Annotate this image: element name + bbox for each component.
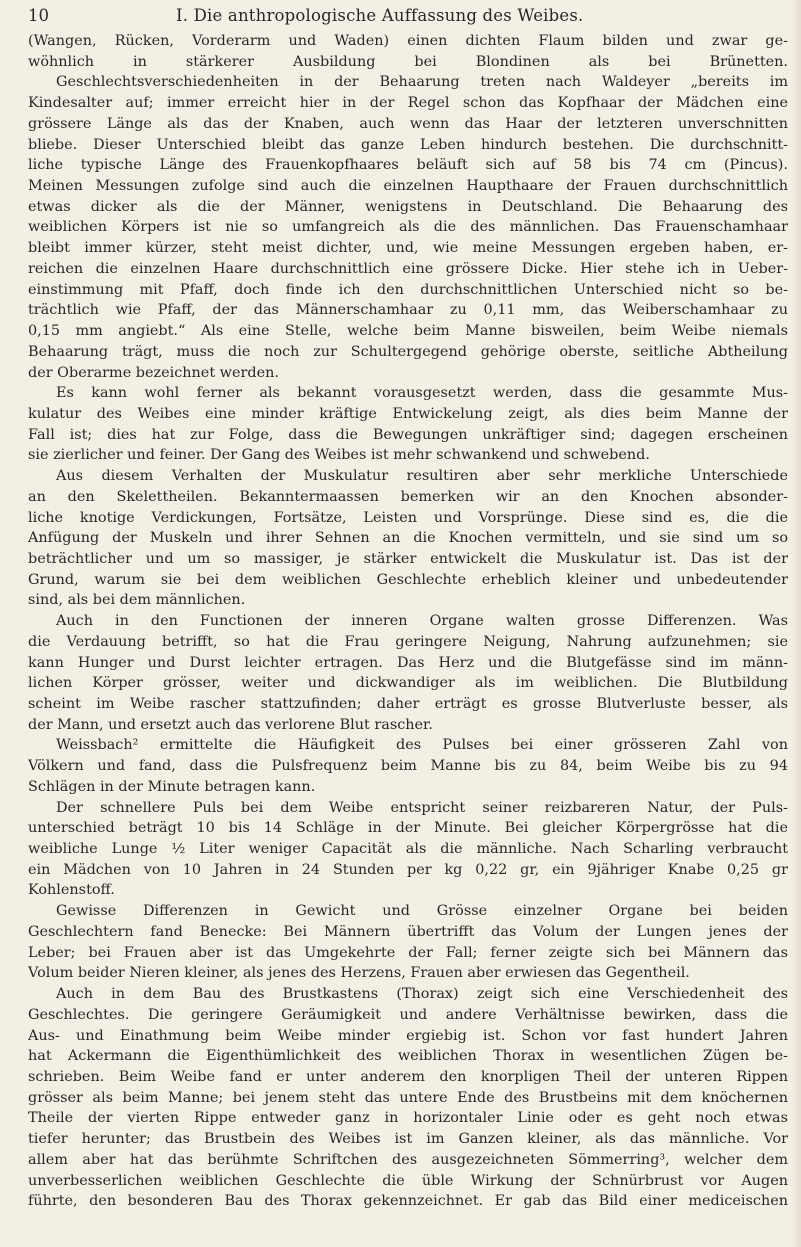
page-header: [28, 2, 788, 30]
text-line: Kohlenstoff.: [28, 882, 115, 899]
text-line: ein Mädchen von 10 Jahren in 24 Stunden per kg 0,22 gr, ein 9jähriger Knabe 0,25 gr: [28, 861, 788, 878]
text-line: beträchtlicher und um so massiger, je stärker entwickelt die Muskulatur ist. Das ist der: [28, 550, 788, 567]
running-title: I. Die anthropologische Auffassung des Weibes.: [176, 6, 584, 25]
body-text: [28, 31, 788, 1212]
text-line: bleibt immer kürzer, steht meist dichter, und, wie meine Messungen ergeben haben, er-: [28, 240, 788, 257]
text-line: Kindesalter auf; immer erreicht hier in der Regel schon das Kopfhaar der Mädchen eine: [28, 95, 788, 112]
text-line: allem aber hat das berühmte Schriftchen des ausgezeichneten Sömmerring³, welcher dem: [28, 1151, 788, 1168]
text-line: unverbesserlichen weiblichen Geschlechte die üble Wirkung der Schnürbrust vor Augen: [28, 1172, 788, 1189]
text-line: der Oberarme bezeichnet werden.: [28, 364, 279, 381]
text-line: tiefer herunter; das Brustbein des Weibes ist im Ganzen kleiner, als das männliche. Vor: [28, 1131, 788, 1148]
text-line: Gewisse Differenzen in Gewicht und Grösse einzelner Organe bei beiden: [56, 903, 788, 920]
page-number: 10: [28, 6, 49, 25]
text-line: scheint im Weibe rascher stattzufinden; daher erträgt es grosse Blutverluste besser, als: [28, 696, 788, 712]
page-edge-shadow: [791, 0, 801, 1247]
text-line: sind, als bei dem männlichen.: [28, 592, 246, 609]
text-line: kulatur des Weibes eine minder kräftige Entwickelung zeigt, als dies beim Manne der: [28, 405, 788, 422]
text-line: Grund, warum sie bei dem weiblichen Geschlechte erheblich kleiner und unbedeutender: [28, 571, 788, 588]
text-line: kann Hunger und Durst leichter ertragen. Das Herz und die Blutgefässe sind im männ-: [28, 654, 788, 671]
text-line: Aus diesem Verhalten der Muskulatur resultiren aber sehr merkliche Unterschiede: [56, 468, 788, 485]
text-line: trächtlich wie Pfaff, der das Männerschamhaar zu 0,11 mm, das Weiberschamhaar zu: [28, 302, 788, 319]
text-line: Anfügung der Muskeln und ihrer Sehnen an die Knochen vermitteln, und sie sind um so: [28, 530, 788, 547]
text-line: etwas dicker als die der Männer, wenigstens in Deutschland. Die Behaarung des: [28, 198, 788, 215]
text-line: (Wangen, Rücken, Vorderarm und Waden) einen dichten Flaum bilden und zwar ge-: [28, 33, 788, 49]
text-line: der Mann, und ersetzt auch das verlorene Blut rascher.: [28, 716, 433, 733]
text-line: Schlägen in der Minute betragen kann.: [28, 778, 316, 795]
text-line: Aus- und Einathmung beim Weibe minder ergiebig ist. Schon vor fast hundert Jahren: [28, 1027, 788, 1044]
text-line: wöhnlich in stärkerer Ausbildung bei Blondinen als bei Brünetten.: [28, 53, 788, 70]
text-line: Der schnellere Puls bei dem Weibe entspricht seiner reizbareren Natur, der Puls-: [56, 799, 788, 816]
text-line: hat Ackermann die Eigenthümlichkeit des weiblichen Thorax in wesentlichen Zügen be-: [28, 1048, 788, 1065]
text-line: Weissbach² ermittelte die Häufigkeit des Pulses bei einer grösseren Zahl von: [56, 737, 788, 754]
text-line: 0,15 mm angiebt.“ Als eine Stelle, welche beim Manne bisweilen, beim Weibe niemals: [28, 323, 788, 340]
text-line: an den Skelettheilen. Bekanntermaassen bemerken wir an den Knochen absonder-: [28, 488, 788, 505]
text-line: Leber; bei Frauen aber ist das Umgekehrte der Fall; ferner zeigte sich bei Männern das: [28, 944, 788, 961]
text-line: einstimmung mit Pfaff, doch finde ich den durchschnittlichen Unterschied nicht so be-: [28, 281, 788, 298]
text-line: Volum beider Nieren kleiner, als jenes des Herzens, Frauen aber erwiesen das Gegentheil.: [28, 965, 690, 982]
text-line: Auch in den Functionen der inneren Organe walten grosse Differenzen. Was: [56, 613, 788, 630]
text-line: die Verdauung betrifft, so hat die Frau geringere Neigung, Nahrung aufzunehmen; sie: [28, 633, 788, 650]
text-line: Theile der vierten Rippe entweder ganz in horizontaler Linie oder es geht noch etwas: [28, 1110, 788, 1127]
text-line: Fall ist; dies hat zur Folge, dass die Bewegungen unkräftiger sind; dagegen erscheinen: [28, 426, 788, 443]
text-line: sie zierlicher und feiner. Der Gang des Weibes ist mehr schwankend und schwebend.: [28, 447, 650, 464]
text-line: weibliche Lunge ½ Liter weniger Capacität als die männliche. Nach Scharling verbraucht: [28, 841, 788, 858]
text-line: reichen die einzelnen Haare durchschnittlich eine grössere Dicke. Hier stehe ich in Ueber-: [28, 260, 788, 277]
text-line: liche typische Länge des Frauenkopfhaares beläuft sich auf 58 bis 74 cm (Pincus).: [28, 157, 788, 174]
text-line: bliebe. Dieser Unterschied bleibt das ganze Leben hindurch bestehen. Die durchschnitt-: [28, 136, 788, 153]
text-line: Behaarung trägt, muss die noch zur Schultergegend gehörige oberste, seitliche Abtheilung: [28, 343, 788, 360]
text-line: unterschied beträgt 10 bis 14 Schläge in der Minute. Bei gleicher Körpergrösse hat die: [28, 820, 788, 837]
text-line: Geschlechtes. Die geringere Geräumigkeit und andere Verhältnisse bewirken, dass die: [28, 1006, 788, 1023]
text-line: Geschlechtern fand Benecke: Bei Männern übertrifft das Volum der Lungen jenes der: [28, 923, 788, 940]
text-line: Meinen Messungen zufolge sind auch die einzelnen Haupthaare der Frauen durchschnittlich: [28, 178, 788, 195]
text-line: lichen Körper grösser, weiter und dickwandiger als im weiblichen. Die Blutbildung: [28, 675, 788, 692]
text-line: Völkern und fand, dass die Pulsfrequenz beim Manne bis zu 84, beim Weibe bis zu 94: [28, 758, 788, 775]
text-line: schrieben. Beim Weibe fand er unter anderem den knorpligen Theil der unteren Rippen: [28, 1068, 788, 1085]
text-line: weiblichen Körpers ist nie so umfangreich als die des männlichen. Das Frauenschamhaar: [28, 219, 788, 236]
text-line: Geschlechtsverschiedenheiten in der Behaarung treten nach Waldeyer „bereits im: [56, 74, 788, 91]
text-line: grössere Länge als das der Knaben, auch wenn das Haar der letzteren unverschnitten: [28, 115, 788, 132]
text-line: grösser als beim Manne; bei jenem steht das untere Ende des Brustbeins mit dem knöchernen: [28, 1089, 788, 1106]
text-line: liche knotige Verdickungen, Fortsätze, Leisten und Vorsprünge. Diese sind es, die die: [28, 509, 788, 526]
text-line: Es kann wohl ferner als bekannt vorausgesetzt werden, dass die gesammte Mus-: [56, 385, 788, 402]
text-line: Auch in dem Bau des Brustkastens (Thorax) zeigt sich eine Verschiedenheit des: [56, 986, 788, 1003]
text-line: führte, den besonderen Bau des Thorax gekennzeichnet. Er gab das Bild einer mediceischen: [28, 1193, 788, 1210]
